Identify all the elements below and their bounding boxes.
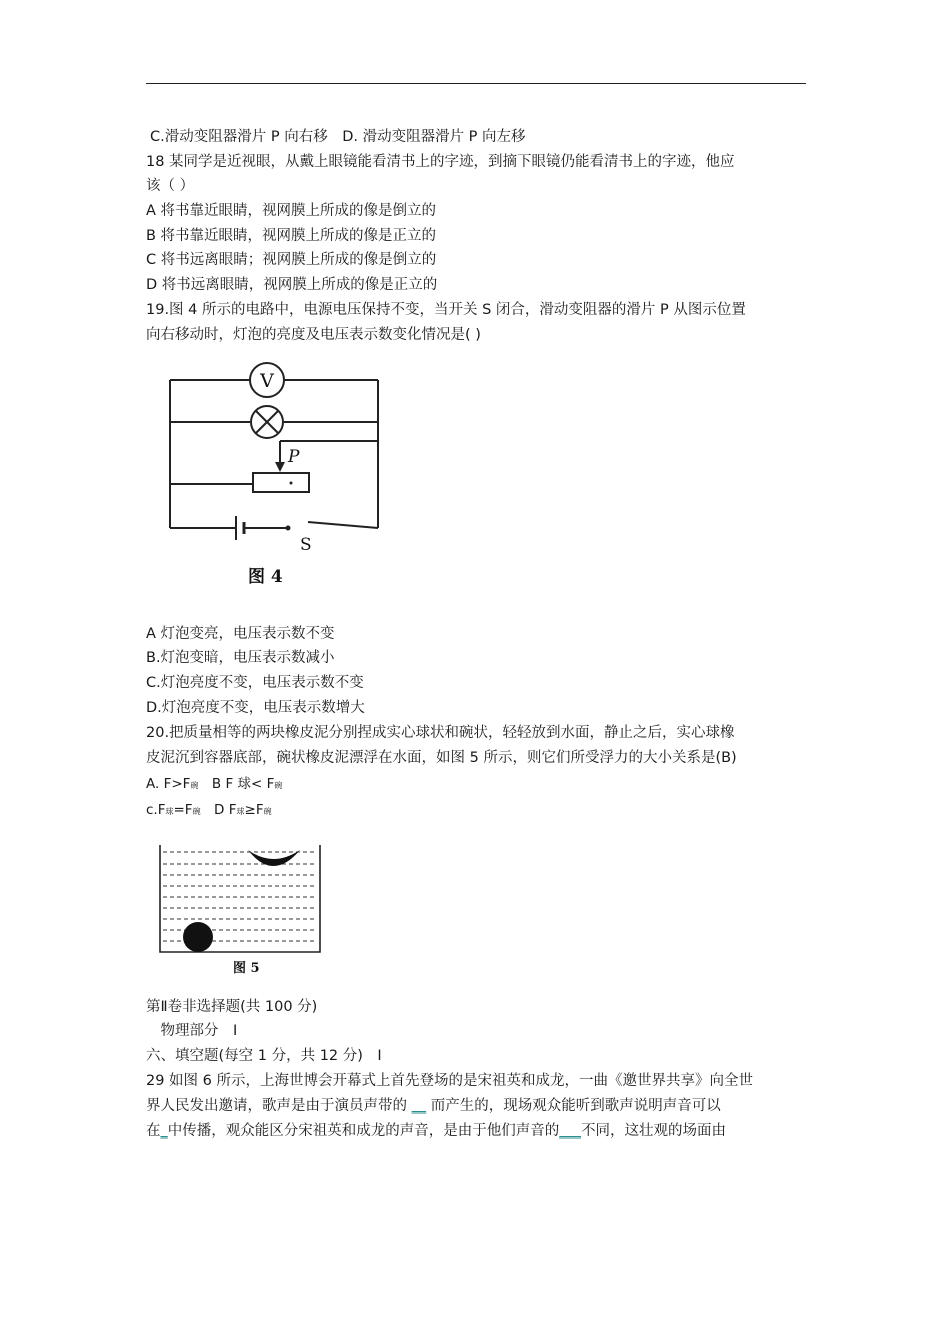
q19-stem-line2: 向右移动时，灯泡的亮度及电压表示数变化情况是( ) xyxy=(146,327,481,343)
lamp-icon xyxy=(251,406,283,438)
slider-label: P xyxy=(288,447,300,467)
voltmeter-label: V xyxy=(260,370,274,392)
q29-blank-3: ___ xyxy=(559,1123,581,1139)
q18-option-d: D 将书远离眼睛，视网膜上所成的像是正立的 xyxy=(146,277,438,293)
switch-icon xyxy=(286,526,291,531)
q29-blank-2: _ xyxy=(160,1123,168,1139)
q18-option-a: A 将书靠近眼睛，视网膜上所成的像是倒立的 xyxy=(146,203,437,219)
q18-stem-line1: 18 某同学是近视眼，从戴上眼镜能看清书上的字迹，到摘下眼镜仍能看清书上的字迹，他应 xyxy=(146,154,735,170)
q18-option-b: B 将书靠近眼睛，视网膜上所成的像是正立的 xyxy=(146,228,437,244)
buoyancy-figure-5 xyxy=(155,840,330,980)
q29-line3: 在_中传播，观众能区分宋祖英和成龙的声音，是由于他们声音的___不同，这壮观的场面由 xyxy=(146,1123,726,1139)
q20-options-cd: c.F球=F碗 D F球≥F碗 xyxy=(146,802,272,818)
header-rule xyxy=(146,83,806,84)
section-2-title: 第Ⅱ卷非选择题(共 100 分) xyxy=(146,999,318,1015)
q19-stem-line1: 19.图 4 所示的电路中，电源电压保持不变，当开关 S 闭合，滑动变阻器的滑片 P 从图示位置 xyxy=(146,302,746,318)
q29-line1: 29 如图 6 所示，上海世博会开幕式上首先登场的是宋祖英和成龙，一曲《邀世界共享》向全世 xyxy=(146,1073,753,1089)
figure-5-caption: 图 5 xyxy=(233,961,260,976)
q20-stem-line1: 20.把质量相等的两块橡皮泥分别捏成实心球状和碗状，轻轻放到水面，静止之后，实心球橡 xyxy=(146,725,735,741)
q29-blank-1: __ xyxy=(411,1098,427,1114)
q20-options-ab: A. F>F碗 B F 球< F碗 xyxy=(146,776,283,792)
q29-line2: 界人民发出邀请，歌声是由于演员声带的 __ 而产生的，现场观众能听到歌声说明声音可以 xyxy=(146,1098,721,1114)
q20-stem-line2: 皮泥沉到容器底部，碗状橡皮泥漂浮在水面，如图 5 所示，则它们所受浮力的大小关系是(B) xyxy=(146,750,737,766)
q18-option-c: C 将书远离眼睛；视网膜上所成的像是倒立的 xyxy=(146,252,437,268)
slider-arrow-icon xyxy=(275,462,285,472)
solid-ball-clay-icon xyxy=(183,922,213,952)
circuit-figure-4 xyxy=(160,350,410,590)
q19-option-b: B.灯泡变暗，电压表示数减小 xyxy=(146,650,335,666)
q19-option-d: D.灯泡亮度不变，电压表示数增大 xyxy=(146,700,365,716)
q17-options: C.滑动变阻器滑片 P 向右移 D. 滑动变阻器滑片 P 向左移 xyxy=(150,129,526,145)
part-6-heading: 六、填空题(每空 1 分，共 12 分) I xyxy=(146,1048,382,1064)
voltmeter-icon xyxy=(250,363,284,397)
q19-option-c: C.灯泡亮度不变，电压表示数不变 xyxy=(146,675,364,691)
switch-label: S xyxy=(300,535,312,555)
q19-option-a: A 灯泡变亮，电压表示数不变 xyxy=(146,626,335,642)
physics-part-label: 物理部分 I xyxy=(146,1023,238,1039)
q18-stem-line2: 该（ ） xyxy=(146,178,195,194)
battery-icon xyxy=(236,516,244,540)
figure-4-caption: 图 4 xyxy=(248,567,283,587)
